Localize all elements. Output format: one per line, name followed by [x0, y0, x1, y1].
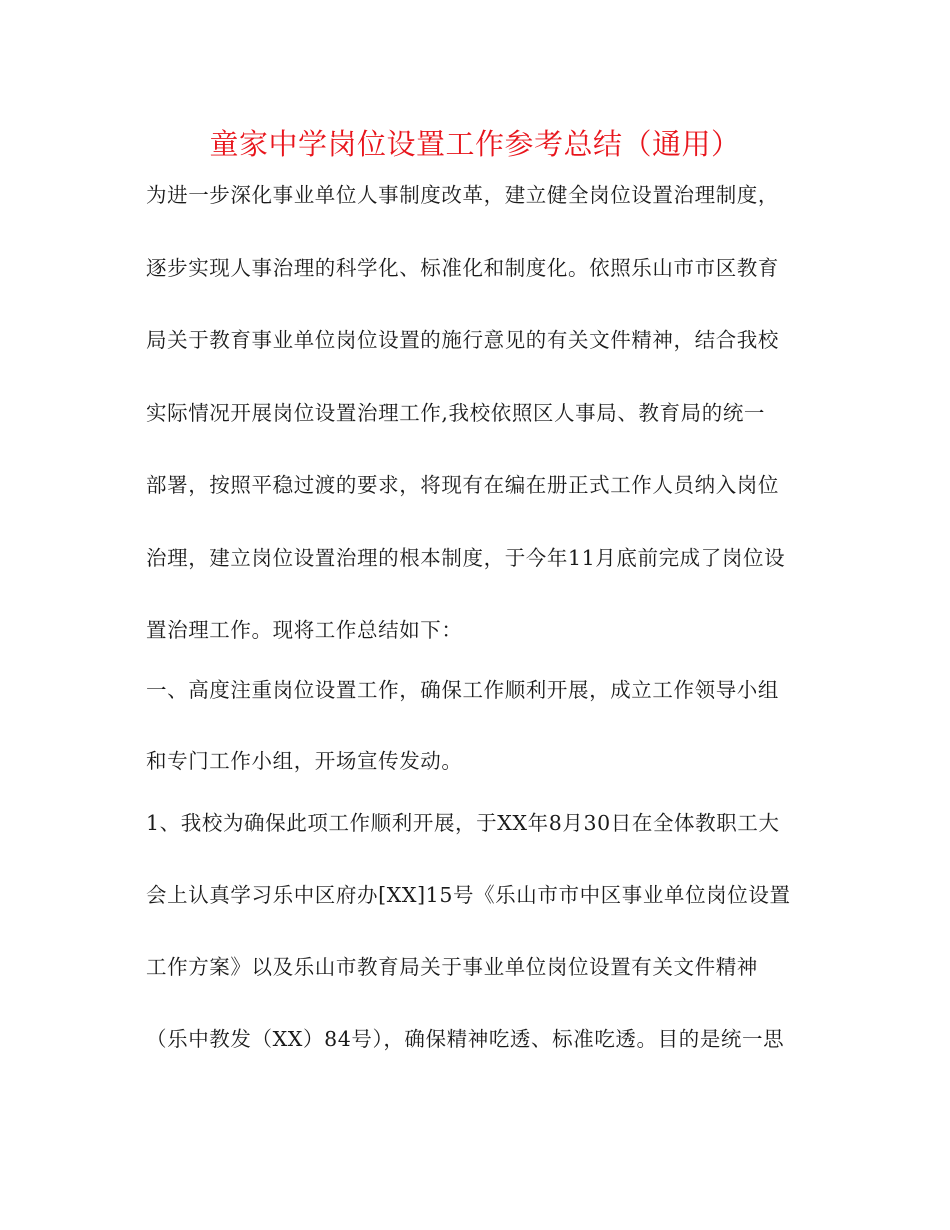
paragraph-line: 逐步实现人事治理的科学化、标准化和制度化。依照乐山市市区教育 [146, 256, 779, 280]
paragraph-line: 工作方案》以及乐山市教育局关于事业单位岗位设置有关文件精神 [146, 955, 758, 979]
document-title: 童家中学岗位设置工作参考总结（通用） [209, 127, 741, 161]
paragraph-line: 部署，按照平稳过渡的要求，将现有在编在册正式工作人员纳入岗位 [146, 473, 779, 497]
paragraph-line: 为进一步深化事业单位人事制度改革，建立健全岗位设置治理制度， [146, 183, 779, 207]
paragraph-line: 会上认真学习乐中区府办[XX]15号《乐山市市中区事业单位岗位设置 [146, 883, 791, 907]
paragraph-line: 治理，建立岗位设置治理的根本制度，于今年11月底前完成了岗位设 [146, 546, 786, 570]
paragraph-line: 1、我校为确保此项工作顺利开展，于XX年8月30日在全体教职工大 [146, 811, 780, 835]
paragraph-line: （乐中教发（XX）84号），确保精神吃透、标准吃透。目的是统一思 [146, 1027, 785, 1051]
section-heading-line: 一、高度注重岗位设置工作，确保工作顺利开展，成立工作领导小组 [146, 678, 779, 702]
paragraph-line: 实际情况开展岗位设置治理工作,我校依照区人事局、教育局的统一 [146, 401, 766, 425]
section-heading-line: 和专门工作小组，开场宣传发动。 [146, 749, 463, 773]
paragraph-line: 置治理工作。现将工作总结如下： [146, 618, 463, 642]
paragraph-line: 局关于教育事业单位岗位设置的施行意见的有关文件精神，结合我校 [146, 328, 779, 352]
